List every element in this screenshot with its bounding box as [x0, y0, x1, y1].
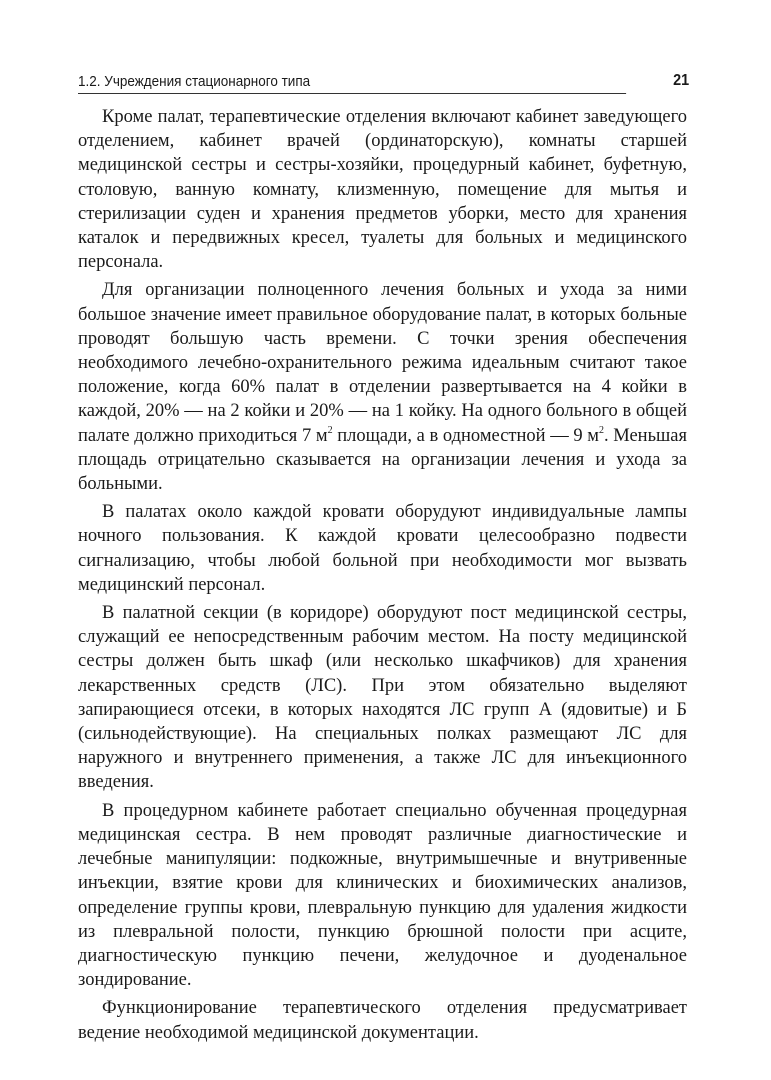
superscript-square-1: 2 [327, 424, 333, 436]
paragraph-documentation: Функционирование терапевтического отделения предусматривает ведение необходимой медицинской документации. [78, 998, 687, 1043]
paragraph-wards [78, 278, 687, 496]
page-body [78, 105, 687, 1049]
paragraph-nurse-post: В палатной секции (в коридоре) оборудуют пост медицинской сестры, служащий ее непосредственным рабочим местом. На посту медицинской сестры должен быть шкаф (или несколько шкафчиков) для хранения лекарственных средств (ЛС). При этом обязательно выделяют запирающиеся отсеки, в которых находятся ЛС групп А (ядовитые) и Б (сильнодействующие). На специальных полках размещают ЛС для наружного и внутреннего применения, а также ЛС для инъекционного введения. [78, 603, 687, 793]
paragraph-procedure-room: В процедурном кабинете работает специально обученная процедурная медицинская сестра. В нем проводят различные диагностические и лечебные манипуляции: подкожные, внутримышечные и внутривенные инъекции, взятие крови для клинических и биохимических анализов, определение группы крови, плевральную пункцию для удаления жидкости из плевральной полости, пункцию брюшной полости при асците, диагностическую пункцию печени, желудочное и дуоденальное зондирование. [78, 800, 687, 991]
running-header [78, 66, 690, 94]
paragraph-wards-part-2: площади, а в одноместной — 9 м [332, 425, 599, 446]
paragraph-lamps: В палатах около каждой кровати оборудуют индивидуальные лампы ночного пользования. К каждой кровати целесообразно подвести сигнализацию, чтобы любой больной при необходимости мог вызвать медицинский персонал. [78, 502, 687, 595]
paragraph-rooms: Кроме палат, терапевтические отделения включают кабинет заведующего отделением, кабинет врачей (ординаторскую), комнаты старшей медицинской сестры и сестры-хозяйки, процедурный кабинет, буфетную, столовую, ванную комнату, клизменную, помещение для мытья и стерилизации суден и хранения предметов уборки, место для хранения каталок и передвижных кресел, туалеты для больных и медицинского персонала. [78, 107, 687, 273]
superscript-square-2: 2 [598, 424, 604, 436]
paragraph-wards-part-1: Для организации полноценного лечения больных и ухода за ними большое значение имеет правильное оборудование палат, в которых больные проводят большую часть времени. С точки зрения обеспечения необходимого лечебно-охранительного режима идеальным считают такое положение, когда 60% палат в отделении развертывается на 4 койки в каждой, 20% — на 2 койки и 20% — на 1 койку. На одного больного в общей палате должно приходиться 7 м [78, 280, 687, 446]
section-title: 1.2. Учреждения стационарного типа [78, 73, 311, 90]
paragraph-wards-part-3: . Меньшая площадь отрицательно сказывается на организации лечения и ухода за больными. [78, 425, 687, 495]
page-number: 21 [673, 72, 690, 89]
